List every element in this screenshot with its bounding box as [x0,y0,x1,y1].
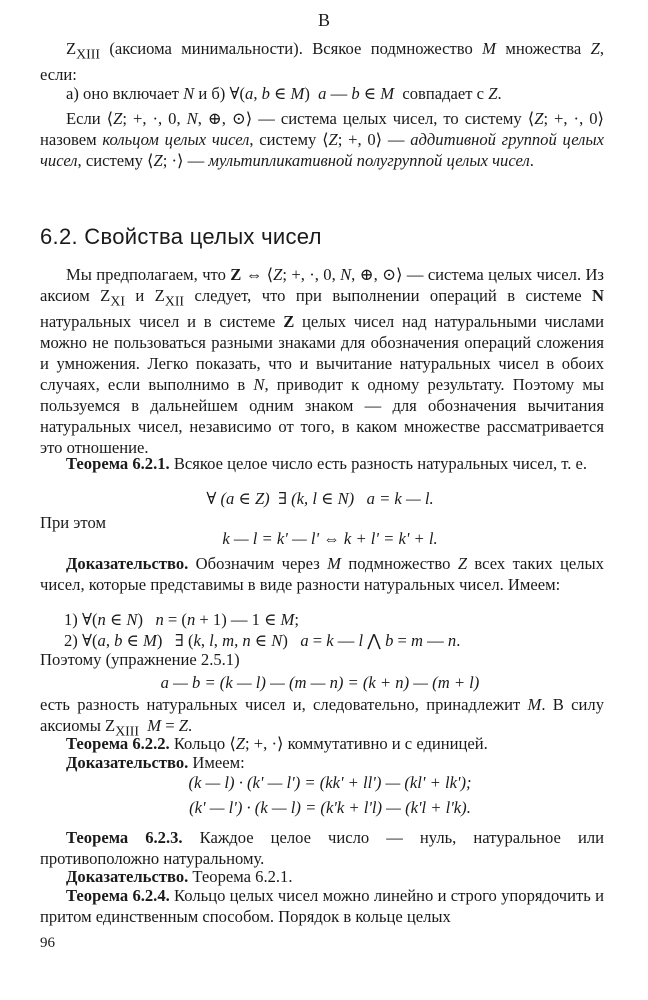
equality-criterion: k — l = k' — l' ⇔ k + l' = k' + l. [222,529,438,548]
proof-conclusion: есть разность натуральных чисел и, следовательно, принадлежит M. В силу аксиомы $Z_{XIII}$ M = Z. [40,695,605,739]
difference-formula: a — b = (k — l) — (m — n) = (k + n) — (m + l) [160,673,480,692]
theorem-6-2-3: Теорема 6.2.3. Каждое целое число — нуль, натуральное или противоположно натуральному. [40,828,604,868]
ring-definition: Если ⟨Z; +, ·, 0, N, ⊕, ⊙⟩ — система целых чисел, то систему ⟨Z; +, ·, 0⟩ назовем кольцом целых чисел, систему ⟨Z; +, 0⟩ — аддитивной группой целых чисел, систему ⟨Z; ·⟩ — мультипликативной полугруппой целых чисел. [40,109,604,170]
page-number: 96 [40,935,55,951]
proof-6-2-1: Доказательство. Обозначим через M подмножество Z всех таких целых чисел, которые представимы в виде разности натуральных чисел. Имеем: [40,554,604,594]
intro-paragraph: Мы предполагаем, что Z ⇔ ⟨Z; +, ·, 0, N, ⊕, ⊙⟩ — система целых чисел. Из аксиом $Z_{XI}$ и $Z_{XII}$ следует, что при выполнении операций в системе N натуральных чисел и в системе Z целых чисел над натуральными числами можно не пользоваться разными знаками для обозначения операций сложения и умножения. Легко показать, что и вычитание натуральных чисел в обоих случаях, если выполнимо в N, приводит к одному результату. Поэтому мы пользуемся в дальнейшем одним знаком — для обозначения вычитания натуральных чисел, независимо от того, в каком множестве рассматривается это отношение. [40,265,604,458]
section-title: 6.2. Свойства целых чисел [40,224,322,249]
product-formula-1: (k — l) · (k' — l') = (kk' + ll') — (kl' + lk'); [188,773,472,792]
proof-item-2: 2) ∀(a, b ∈ M) ∃ (k, l, m, n ∈ N) a = k — l ⋀ b = m — n. [64,631,461,650]
proof-6-2-3: Доказательство. Теорема 6.2.1. [66,867,293,886]
proof-6-2-2: Доказательство. Имеем: [66,753,245,772]
theorem-6-2-2: Теорема 6.2.2. Кольцо ⟨Z; +, ·⟩ коммутативно и с единицей. [66,734,488,753]
axiom-conditions: а) оно включает N и б) ∀(a, b ∈ M) a — b ∈ M совпадает с Z. [66,84,502,103]
theorem-6-2-1: Теорема 6.2.1. Всякое целое число есть разность натуральных чисел, т. е. [66,454,588,473]
poetomu-line: Поэтому (упражнение 2.5.1) [40,650,240,669]
running-head: В [317,10,330,30]
pri-etom-label: При этом [40,513,106,532]
product-formula-2: (k' — l') · (k — l) = (k'k + l'l) — (k'l + l'k). [189,798,471,817]
proof-item-1: 1) ∀(n ∈ N) n = (n + 1) — 1 ∈ M; [64,610,299,629]
theorem-6-2-1-formula: ∀ (a ∈ Z) ∃ (k, l ∈ N) a = k — l. [206,489,434,508]
axiom-z13: $Z_{XIII}$ (аксиома минимальности). Всякое подмножество M множества Z, если: [40,39,605,85]
theorem-6-2-4: Теорема 6.2.4. Кольцо целых чисел можно линейно и строго упорядочить и притом единственным способом. Порядок в кольце целых [40,886,604,926]
